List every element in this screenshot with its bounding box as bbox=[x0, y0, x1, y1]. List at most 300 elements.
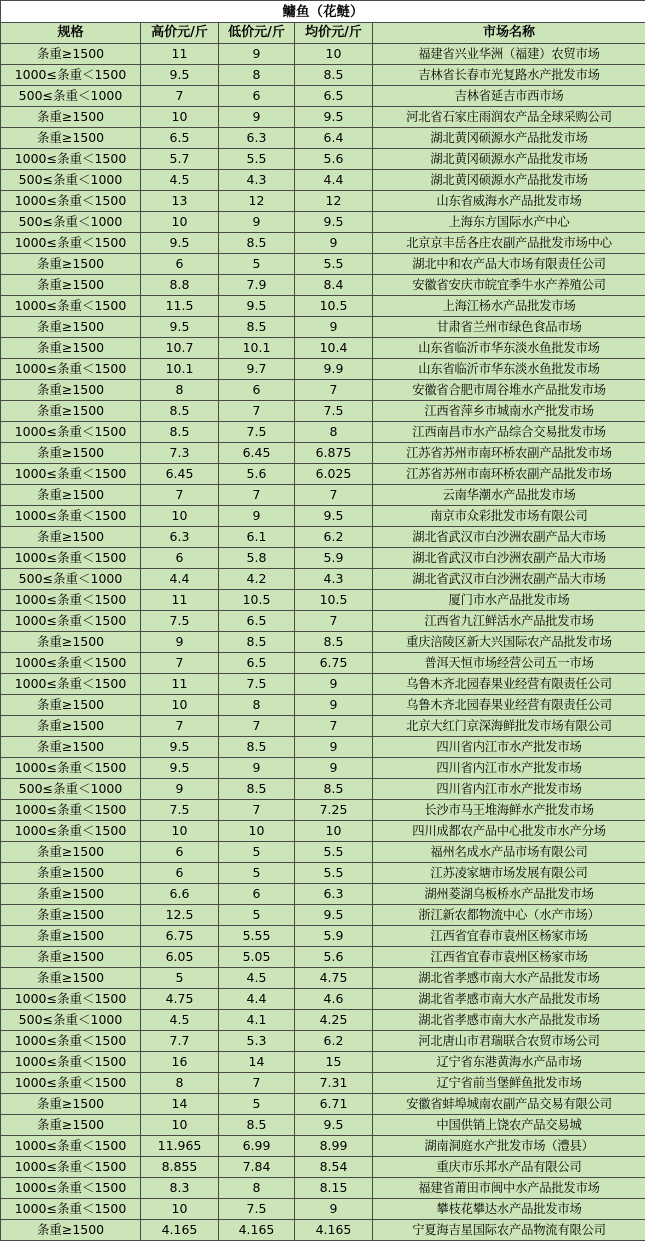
cell-market: 长沙市马王堆海鲜水产批发市场 bbox=[373, 800, 645, 821]
cell-high-price: 8.5 bbox=[141, 422, 219, 443]
cell-low-price: 9 bbox=[219, 212, 295, 233]
cell-spec: 条重≥1500 bbox=[1, 527, 141, 548]
cell-high-price: 10 bbox=[141, 107, 219, 128]
cell-avg-price: 10 bbox=[295, 44, 373, 65]
table-row bbox=[1, 527, 645, 548]
cell-low-price: 5.55 bbox=[219, 926, 295, 947]
cell-avg-price: 6.5 bbox=[295, 86, 373, 107]
cell-market: 山东省临沂市华东淡水鱼批发市场 bbox=[373, 359, 645, 380]
cell-spec: 500≤条重＜1000 bbox=[1, 779, 141, 800]
cell-spec: 条重≥1500 bbox=[1, 947, 141, 968]
cell-market: 福建省兴业华洲（福建）农贸市场 bbox=[373, 44, 645, 65]
cell-avg-price: 7 bbox=[295, 611, 373, 632]
cell-spec: 1000≤条重＜1500 bbox=[1, 65, 141, 86]
cell-avg-price: 9.5 bbox=[295, 107, 373, 128]
cell-spec: 1000≤条重＜1500 bbox=[1, 611, 141, 632]
cell-spec: 条重≥1500 bbox=[1, 1220, 141, 1241]
cell-spec: 条重≥1500 bbox=[1, 632, 141, 653]
cell-avg-price: 7 bbox=[295, 380, 373, 401]
cell-high-price: 9 bbox=[141, 632, 219, 653]
table-row bbox=[1, 191, 645, 212]
cell-high-price: 4.5 bbox=[141, 170, 219, 191]
cell-low-price: 9 bbox=[219, 758, 295, 779]
table-row bbox=[1, 926, 645, 947]
cell-avg-price: 6.75 bbox=[295, 653, 373, 674]
cell-low-price: 8.5 bbox=[219, 737, 295, 758]
table-row bbox=[1, 674, 645, 695]
cell-low-price: 7.84 bbox=[219, 1157, 295, 1178]
cell-avg-price: 4.25 bbox=[295, 1010, 373, 1031]
cell-avg-price: 6.2 bbox=[295, 1031, 373, 1052]
cell-high-price: 6 bbox=[141, 863, 219, 884]
cell-avg-price: 6.025 bbox=[295, 464, 373, 485]
cell-market: 湖北黄冈硕源水产品批发市场 bbox=[373, 128, 645, 149]
cell-spec: 条重≥1500 bbox=[1, 737, 141, 758]
header-spec: 规格 bbox=[1, 23, 141, 44]
cell-low-price: 5 bbox=[219, 254, 295, 275]
cell-market: 安徽省蚌埠城南农副产品交易有限公司 bbox=[373, 1094, 645, 1115]
cell-high-price: 14 bbox=[141, 1094, 219, 1115]
cell-avg-price: 10.5 bbox=[295, 590, 373, 611]
cell-high-price: 9.5 bbox=[141, 317, 219, 338]
table-row bbox=[1, 506, 645, 527]
cell-market: 湖北黄冈硕源水产品批发市场 bbox=[373, 149, 645, 170]
cell-avg-price: 7.5 bbox=[295, 401, 373, 422]
cell-avg-price: 6.875 bbox=[295, 443, 373, 464]
cell-spec: 1000≤条重＜1500 bbox=[1, 590, 141, 611]
cell-low-price: 6.45 bbox=[219, 443, 295, 464]
table-row bbox=[1, 1136, 645, 1157]
table-row bbox=[1, 800, 645, 821]
table-row bbox=[1, 1178, 645, 1199]
cell-spec: 条重≥1500 bbox=[1, 968, 141, 989]
cell-low-price: 9 bbox=[219, 107, 295, 128]
table-row bbox=[1, 317, 645, 338]
cell-low-price: 5 bbox=[219, 842, 295, 863]
cell-market: 湖南洞庭水产批发市场（澧县） bbox=[373, 1136, 645, 1157]
cell-low-price: 6.3 bbox=[219, 128, 295, 149]
cell-avg-price: 12 bbox=[295, 191, 373, 212]
table-row bbox=[1, 695, 645, 716]
cell-market: 江苏凌家塘市场发展有限公司 bbox=[373, 863, 645, 884]
cell-market: 福州名成水产品市场有限公司 bbox=[373, 842, 645, 863]
cell-low-price: 10 bbox=[219, 821, 295, 842]
cell-avg-price: 6.4 bbox=[295, 128, 373, 149]
cell-market: 福建省莆田市闽中水产品批发市场 bbox=[373, 1178, 645, 1199]
cell-high-price: 9.5 bbox=[141, 233, 219, 254]
cell-low-price: 6.99 bbox=[219, 1136, 295, 1157]
cell-high-price: 7 bbox=[141, 716, 219, 737]
cell-avg-price: 8 bbox=[295, 422, 373, 443]
cell-low-price: 4.1 bbox=[219, 1010, 295, 1031]
cell-avg-price: 9.5 bbox=[295, 506, 373, 527]
table-row bbox=[1, 233, 645, 254]
cell-high-price: 4.5 bbox=[141, 1010, 219, 1031]
cell-avg-price: 4.3 bbox=[295, 569, 373, 590]
cell-spec: 500≤条重＜1000 bbox=[1, 1010, 141, 1031]
cell-market: 中国供销上饶农产品交易城 bbox=[373, 1115, 645, 1136]
cell-avg-price: 10.5 bbox=[295, 296, 373, 317]
cell-high-price: 4.75 bbox=[141, 989, 219, 1010]
cell-market: 湖北省孝感市南大水产品批发市场 bbox=[373, 989, 645, 1010]
cell-avg-price: 8.5 bbox=[295, 779, 373, 800]
cell-avg-price: 9 bbox=[295, 1199, 373, 1220]
cell-market: 湖北省武汉市白沙洲农副产品大市场 bbox=[373, 569, 645, 590]
cell-high-price: 6.05 bbox=[141, 947, 219, 968]
table-row bbox=[1, 380, 645, 401]
table-row bbox=[1, 968, 645, 989]
cell-avg-price: 5.6 bbox=[295, 149, 373, 170]
table-row bbox=[1, 485, 645, 506]
cell-low-price: 8 bbox=[219, 1178, 295, 1199]
cell-market: 四川成都农产品中心批发市水产分场 bbox=[373, 821, 645, 842]
cell-high-price: 7 bbox=[141, 485, 219, 506]
cell-market: 湖北中和农产品大市场有限责任公司 bbox=[373, 254, 645, 275]
cell-spec: 条重≥1500 bbox=[1, 716, 141, 737]
cell-high-price: 9.5 bbox=[141, 737, 219, 758]
table-row bbox=[1, 758, 645, 779]
cell-low-price: 9 bbox=[219, 44, 295, 65]
table-row bbox=[1, 863, 645, 884]
cell-market: 宁夏海吉星国际农产品物流有限公司 bbox=[373, 1220, 645, 1241]
table-row bbox=[1, 632, 645, 653]
header-high-price: 高价元/斤 bbox=[141, 23, 219, 44]
cell-spec: 1000≤条重＜1500 bbox=[1, 800, 141, 821]
cell-market: 南京市众彩批发市场有限公司 bbox=[373, 506, 645, 527]
table-row bbox=[1, 464, 645, 485]
table-row bbox=[1, 254, 645, 275]
cell-high-price: 10 bbox=[141, 212, 219, 233]
cell-high-price: 9.5 bbox=[141, 758, 219, 779]
table-row bbox=[1, 590, 645, 611]
cell-market: 江西南昌市水产品综合交易批发市场 bbox=[373, 422, 645, 443]
cell-spec: 1000≤条重＜1500 bbox=[1, 191, 141, 212]
table-row bbox=[1, 737, 645, 758]
cell-market: 四川省内江市水产批发市场 bbox=[373, 737, 645, 758]
cell-market: 厦门市水产品批发市场 bbox=[373, 590, 645, 611]
cell-avg-price: 8.4 bbox=[295, 275, 373, 296]
title-row bbox=[1, 1, 645, 23]
cell-avg-price: 4.165 bbox=[295, 1220, 373, 1241]
cell-high-price: 6 bbox=[141, 842, 219, 863]
cell-high-price: 6.6 bbox=[141, 884, 219, 905]
cell-market: 吉林省延吉市西市场 bbox=[373, 86, 645, 107]
table-body bbox=[1, 44, 645, 1241]
table-row bbox=[1, 779, 645, 800]
table-row bbox=[1, 44, 645, 65]
cell-market: 湖北省孝感市南大水产品批发市场 bbox=[373, 968, 645, 989]
cell-high-price: 11.5 bbox=[141, 296, 219, 317]
cell-spec: 1000≤条重＜1500 bbox=[1, 674, 141, 695]
cell-market: 吉林省长春市光复路水产批发市场 bbox=[373, 65, 645, 86]
cell-high-price: 10 bbox=[141, 1199, 219, 1220]
cell-spec: 500≤条重＜1000 bbox=[1, 170, 141, 191]
table-row bbox=[1, 296, 645, 317]
cell-market: 湖北省武汉市白沙洲农副产品大市场 bbox=[373, 548, 645, 569]
cell-low-price: 7 bbox=[219, 800, 295, 821]
cell-market: 北京大红门京深海鲜批发市场有限公司 bbox=[373, 716, 645, 737]
cell-low-price: 7 bbox=[219, 485, 295, 506]
cell-avg-price: 9 bbox=[295, 674, 373, 695]
cell-low-price: 7 bbox=[219, 401, 295, 422]
table-title: 鳙鱼（花鲢） bbox=[1, 1, 645, 23]
cell-high-price: 9 bbox=[141, 779, 219, 800]
table-row bbox=[1, 989, 645, 1010]
cell-market: 重庆涪陵区新大兴国际农产品批发市场 bbox=[373, 632, 645, 653]
cell-low-price: 8 bbox=[219, 65, 295, 86]
cell-high-price: 8.5 bbox=[141, 401, 219, 422]
cell-spec: 500≤条重＜1000 bbox=[1, 86, 141, 107]
cell-low-price: 7 bbox=[219, 716, 295, 737]
cell-low-price: 5.3 bbox=[219, 1031, 295, 1052]
cell-low-price: 8.5 bbox=[219, 317, 295, 338]
cell-avg-price: 9.5 bbox=[295, 212, 373, 233]
cell-spec: 条重≥1500 bbox=[1, 1094, 141, 1115]
cell-low-price: 6 bbox=[219, 86, 295, 107]
table-row bbox=[1, 86, 645, 107]
cell-market: 甘肃省兰州市绿色食品市场 bbox=[373, 317, 645, 338]
cell-market: 安徽省合肥市周谷堆水产品批发市场 bbox=[373, 380, 645, 401]
cell-high-price: 6 bbox=[141, 548, 219, 569]
cell-market: 四川省内江市水产批发市场 bbox=[373, 779, 645, 800]
cell-low-price: 5.6 bbox=[219, 464, 295, 485]
table-row bbox=[1, 443, 645, 464]
cell-high-price: 10 bbox=[141, 695, 219, 716]
cell-avg-price: 9 bbox=[295, 317, 373, 338]
cell-avg-price: 9 bbox=[295, 758, 373, 779]
cell-market: 北京京丰岳各庄农副产品批发市场中心 bbox=[373, 233, 645, 254]
cell-low-price: 4.4 bbox=[219, 989, 295, 1010]
cell-avg-price: 5.5 bbox=[295, 254, 373, 275]
cell-spec: 条重≥1500 bbox=[1, 380, 141, 401]
cell-spec: 1000≤条重＜1500 bbox=[1, 1031, 141, 1052]
cell-market: 普洱天恒市场经营公司五一市场 bbox=[373, 653, 645, 674]
cell-avg-price: 4.6 bbox=[295, 989, 373, 1010]
table-row bbox=[1, 107, 645, 128]
cell-spec: 条重≥1500 bbox=[1, 338, 141, 359]
cell-spec: 条重≥1500 bbox=[1, 926, 141, 947]
table-row bbox=[1, 149, 645, 170]
cell-low-price: 10.1 bbox=[219, 338, 295, 359]
cell-market: 湖州菱湖乌板桥水产品批发市场 bbox=[373, 884, 645, 905]
table-row bbox=[1, 1031, 645, 1052]
cell-low-price: 5 bbox=[219, 905, 295, 926]
cell-avg-price: 7.25 bbox=[295, 800, 373, 821]
cell-high-price: 6.3 bbox=[141, 527, 219, 548]
cell-spec: 条重≥1500 bbox=[1, 128, 141, 149]
cell-high-price: 7.5 bbox=[141, 800, 219, 821]
cell-spec: 1000≤条重＜1500 bbox=[1, 464, 141, 485]
cell-low-price: 6.5 bbox=[219, 653, 295, 674]
cell-spec: 条重≥1500 bbox=[1, 443, 141, 464]
cell-high-price: 10.7 bbox=[141, 338, 219, 359]
cell-avg-price: 9 bbox=[295, 695, 373, 716]
cell-low-price: 5.5 bbox=[219, 149, 295, 170]
cell-market: 江西省宜春市袁州区杨家市场 bbox=[373, 947, 645, 968]
cell-market: 湖北黄冈硕源水产品批发市场 bbox=[373, 170, 645, 191]
cell-avg-price: 7.31 bbox=[295, 1073, 373, 1094]
cell-spec: 条重≥1500 bbox=[1, 1115, 141, 1136]
cell-market: 江苏省苏州市南环桥农副产品批发市场 bbox=[373, 464, 645, 485]
cell-low-price: 14 bbox=[219, 1052, 295, 1073]
table-row bbox=[1, 1220, 645, 1241]
cell-avg-price: 15 bbox=[295, 1052, 373, 1073]
cell-market: 浙江新农都物流中心（水产市场） bbox=[373, 905, 645, 926]
cell-avg-price: 9.5 bbox=[295, 1115, 373, 1136]
header-market: 市场名称 bbox=[373, 23, 645, 44]
table-row bbox=[1, 905, 645, 926]
cell-spec: 500≤条重＜1000 bbox=[1, 569, 141, 590]
cell-high-price: 8.8 bbox=[141, 275, 219, 296]
cell-low-price: 4.5 bbox=[219, 968, 295, 989]
table-row bbox=[1, 842, 645, 863]
table-row bbox=[1, 1199, 645, 1220]
cell-avg-price: 10.4 bbox=[295, 338, 373, 359]
table-row bbox=[1, 548, 645, 569]
cell-spec: 条重≥1500 bbox=[1, 254, 141, 275]
table-row bbox=[1, 128, 645, 149]
cell-market: 四川省内江市水产批发市场 bbox=[373, 758, 645, 779]
cell-low-price: 4.2 bbox=[219, 569, 295, 590]
cell-high-price: 6.45 bbox=[141, 464, 219, 485]
cell-low-price: 12 bbox=[219, 191, 295, 212]
cell-avg-price: 7 bbox=[295, 716, 373, 737]
cell-market: 攀枝花攀达水产品批发市场 bbox=[373, 1199, 645, 1220]
cell-spec: 1000≤条重＜1500 bbox=[1, 1199, 141, 1220]
cell-low-price: 5 bbox=[219, 863, 295, 884]
table-row bbox=[1, 884, 645, 905]
cell-avg-price: 6.3 bbox=[295, 884, 373, 905]
cell-low-price: 9.5 bbox=[219, 296, 295, 317]
header-low-price: 低价元/斤 bbox=[219, 23, 295, 44]
cell-market: 重庆市乐邦水产品有限公司 bbox=[373, 1157, 645, 1178]
cell-high-price: 10 bbox=[141, 506, 219, 527]
cell-high-price: 13 bbox=[141, 191, 219, 212]
cell-high-price: 4.165 bbox=[141, 1220, 219, 1241]
table-row bbox=[1, 338, 645, 359]
cell-low-price: 5.05 bbox=[219, 947, 295, 968]
cell-low-price: 7.5 bbox=[219, 1199, 295, 1220]
cell-spec: 1000≤条重＜1500 bbox=[1, 758, 141, 779]
cell-avg-price: 9.9 bbox=[295, 359, 373, 380]
header-row bbox=[1, 23, 645, 44]
cell-avg-price: 8.5 bbox=[295, 65, 373, 86]
cell-market: 河北唐山市君瑞联合农贸市场公司 bbox=[373, 1031, 645, 1052]
cell-market: 湖北省武汉市白沙洲农副产品大市场 bbox=[373, 527, 645, 548]
cell-market: 安徽省安庆市皖宜季牛水产养殖公司 bbox=[373, 275, 645, 296]
cell-market: 辽宁省东港黄海水产品市场 bbox=[373, 1052, 645, 1073]
cell-spec: 条重≥1500 bbox=[1, 884, 141, 905]
table-row bbox=[1, 212, 645, 233]
cell-high-price: 8 bbox=[141, 1073, 219, 1094]
cell-high-price: 7 bbox=[141, 86, 219, 107]
cell-high-price: 11.965 bbox=[141, 1136, 219, 1157]
cell-high-price: 7.7 bbox=[141, 1031, 219, 1052]
cell-high-price: 5 bbox=[141, 968, 219, 989]
cell-avg-price: 8.15 bbox=[295, 1178, 373, 1199]
cell-market: 上海江杨水产品批发市场 bbox=[373, 296, 645, 317]
table-row bbox=[1, 275, 645, 296]
table-row bbox=[1, 611, 645, 632]
cell-spec: 1000≤条重＜1500 bbox=[1, 296, 141, 317]
cell-spec: 条重≥1500 bbox=[1, 275, 141, 296]
cell-avg-price: 10 bbox=[295, 821, 373, 842]
cell-high-price: 8.3 bbox=[141, 1178, 219, 1199]
table-row bbox=[1, 422, 645, 443]
cell-high-price: 12.5 bbox=[141, 905, 219, 926]
cell-high-price: 5.7 bbox=[141, 149, 219, 170]
table-row bbox=[1, 170, 645, 191]
cell-spec: 条重≥1500 bbox=[1, 863, 141, 884]
table-row bbox=[1, 1157, 645, 1178]
cell-spec: 1000≤条重＜1500 bbox=[1, 1136, 141, 1157]
cell-avg-price: 5.9 bbox=[295, 926, 373, 947]
cell-high-price: 7.3 bbox=[141, 443, 219, 464]
table-row bbox=[1, 401, 645, 422]
cell-high-price: 6.5 bbox=[141, 128, 219, 149]
cell-high-price: 8 bbox=[141, 380, 219, 401]
cell-avg-price: 4.75 bbox=[295, 968, 373, 989]
cell-high-price: 10 bbox=[141, 1115, 219, 1136]
cell-low-price: 7.9 bbox=[219, 275, 295, 296]
cell-high-price: 4.4 bbox=[141, 569, 219, 590]
cell-market: 山东省威海水产品批发市场 bbox=[373, 191, 645, 212]
cell-market: 乌鲁木齐北园春果业经营有限责任公司 bbox=[373, 695, 645, 716]
table-row bbox=[1, 1094, 645, 1115]
cell-low-price: 4.165 bbox=[219, 1220, 295, 1241]
cell-spec: 条重≥1500 bbox=[1, 485, 141, 506]
cell-market: 上海东方国际水产中心 bbox=[373, 212, 645, 233]
table-row bbox=[1, 569, 645, 590]
cell-low-price: 8.5 bbox=[219, 1115, 295, 1136]
cell-spec: 条重≥1500 bbox=[1, 317, 141, 338]
cell-low-price: 8.5 bbox=[219, 233, 295, 254]
cell-spec: 1000≤条重＜1500 bbox=[1, 149, 141, 170]
table-row bbox=[1, 1010, 645, 1031]
table-row bbox=[1, 1115, 645, 1136]
cell-high-price: 16 bbox=[141, 1052, 219, 1073]
cell-spec: 条重≥1500 bbox=[1, 107, 141, 128]
cell-spec: 条重≥1500 bbox=[1, 905, 141, 926]
cell-low-price: 9.7 bbox=[219, 359, 295, 380]
cell-avg-price: 8.5 bbox=[295, 632, 373, 653]
cell-low-price: 4.3 bbox=[219, 170, 295, 191]
cell-low-price: 6.5 bbox=[219, 611, 295, 632]
cell-spec: 条重≥1500 bbox=[1, 842, 141, 863]
cell-market: 辽宁省前当堡鲜鱼批发市场 bbox=[373, 1073, 645, 1094]
cell-spec: 1000≤条重＜1500 bbox=[1, 1073, 141, 1094]
cell-spec: 1000≤条重＜1500 bbox=[1, 1052, 141, 1073]
cell-spec: 条重≥1500 bbox=[1, 44, 141, 65]
cell-avg-price: 6.2 bbox=[295, 527, 373, 548]
cell-low-price: 6 bbox=[219, 380, 295, 401]
table-row bbox=[1, 1052, 645, 1073]
cell-avg-price: 6.71 bbox=[295, 1094, 373, 1115]
cell-spec: 条重≥1500 bbox=[1, 401, 141, 422]
cell-high-price: 6 bbox=[141, 254, 219, 275]
cell-high-price: 8.855 bbox=[141, 1157, 219, 1178]
cell-avg-price: 9 bbox=[295, 233, 373, 254]
cell-low-price: 7.5 bbox=[219, 674, 295, 695]
cell-avg-price: 5.6 bbox=[295, 947, 373, 968]
cell-spec: 1000≤条重＜1500 bbox=[1, 233, 141, 254]
table-row bbox=[1, 821, 645, 842]
cell-high-price: 11 bbox=[141, 590, 219, 611]
cell-low-price: 8.5 bbox=[219, 632, 295, 653]
cell-market: 山东省临沂市华东淡水鱼批发市场 bbox=[373, 338, 645, 359]
cell-high-price: 10.1 bbox=[141, 359, 219, 380]
cell-spec: 1000≤条重＜1500 bbox=[1, 359, 141, 380]
